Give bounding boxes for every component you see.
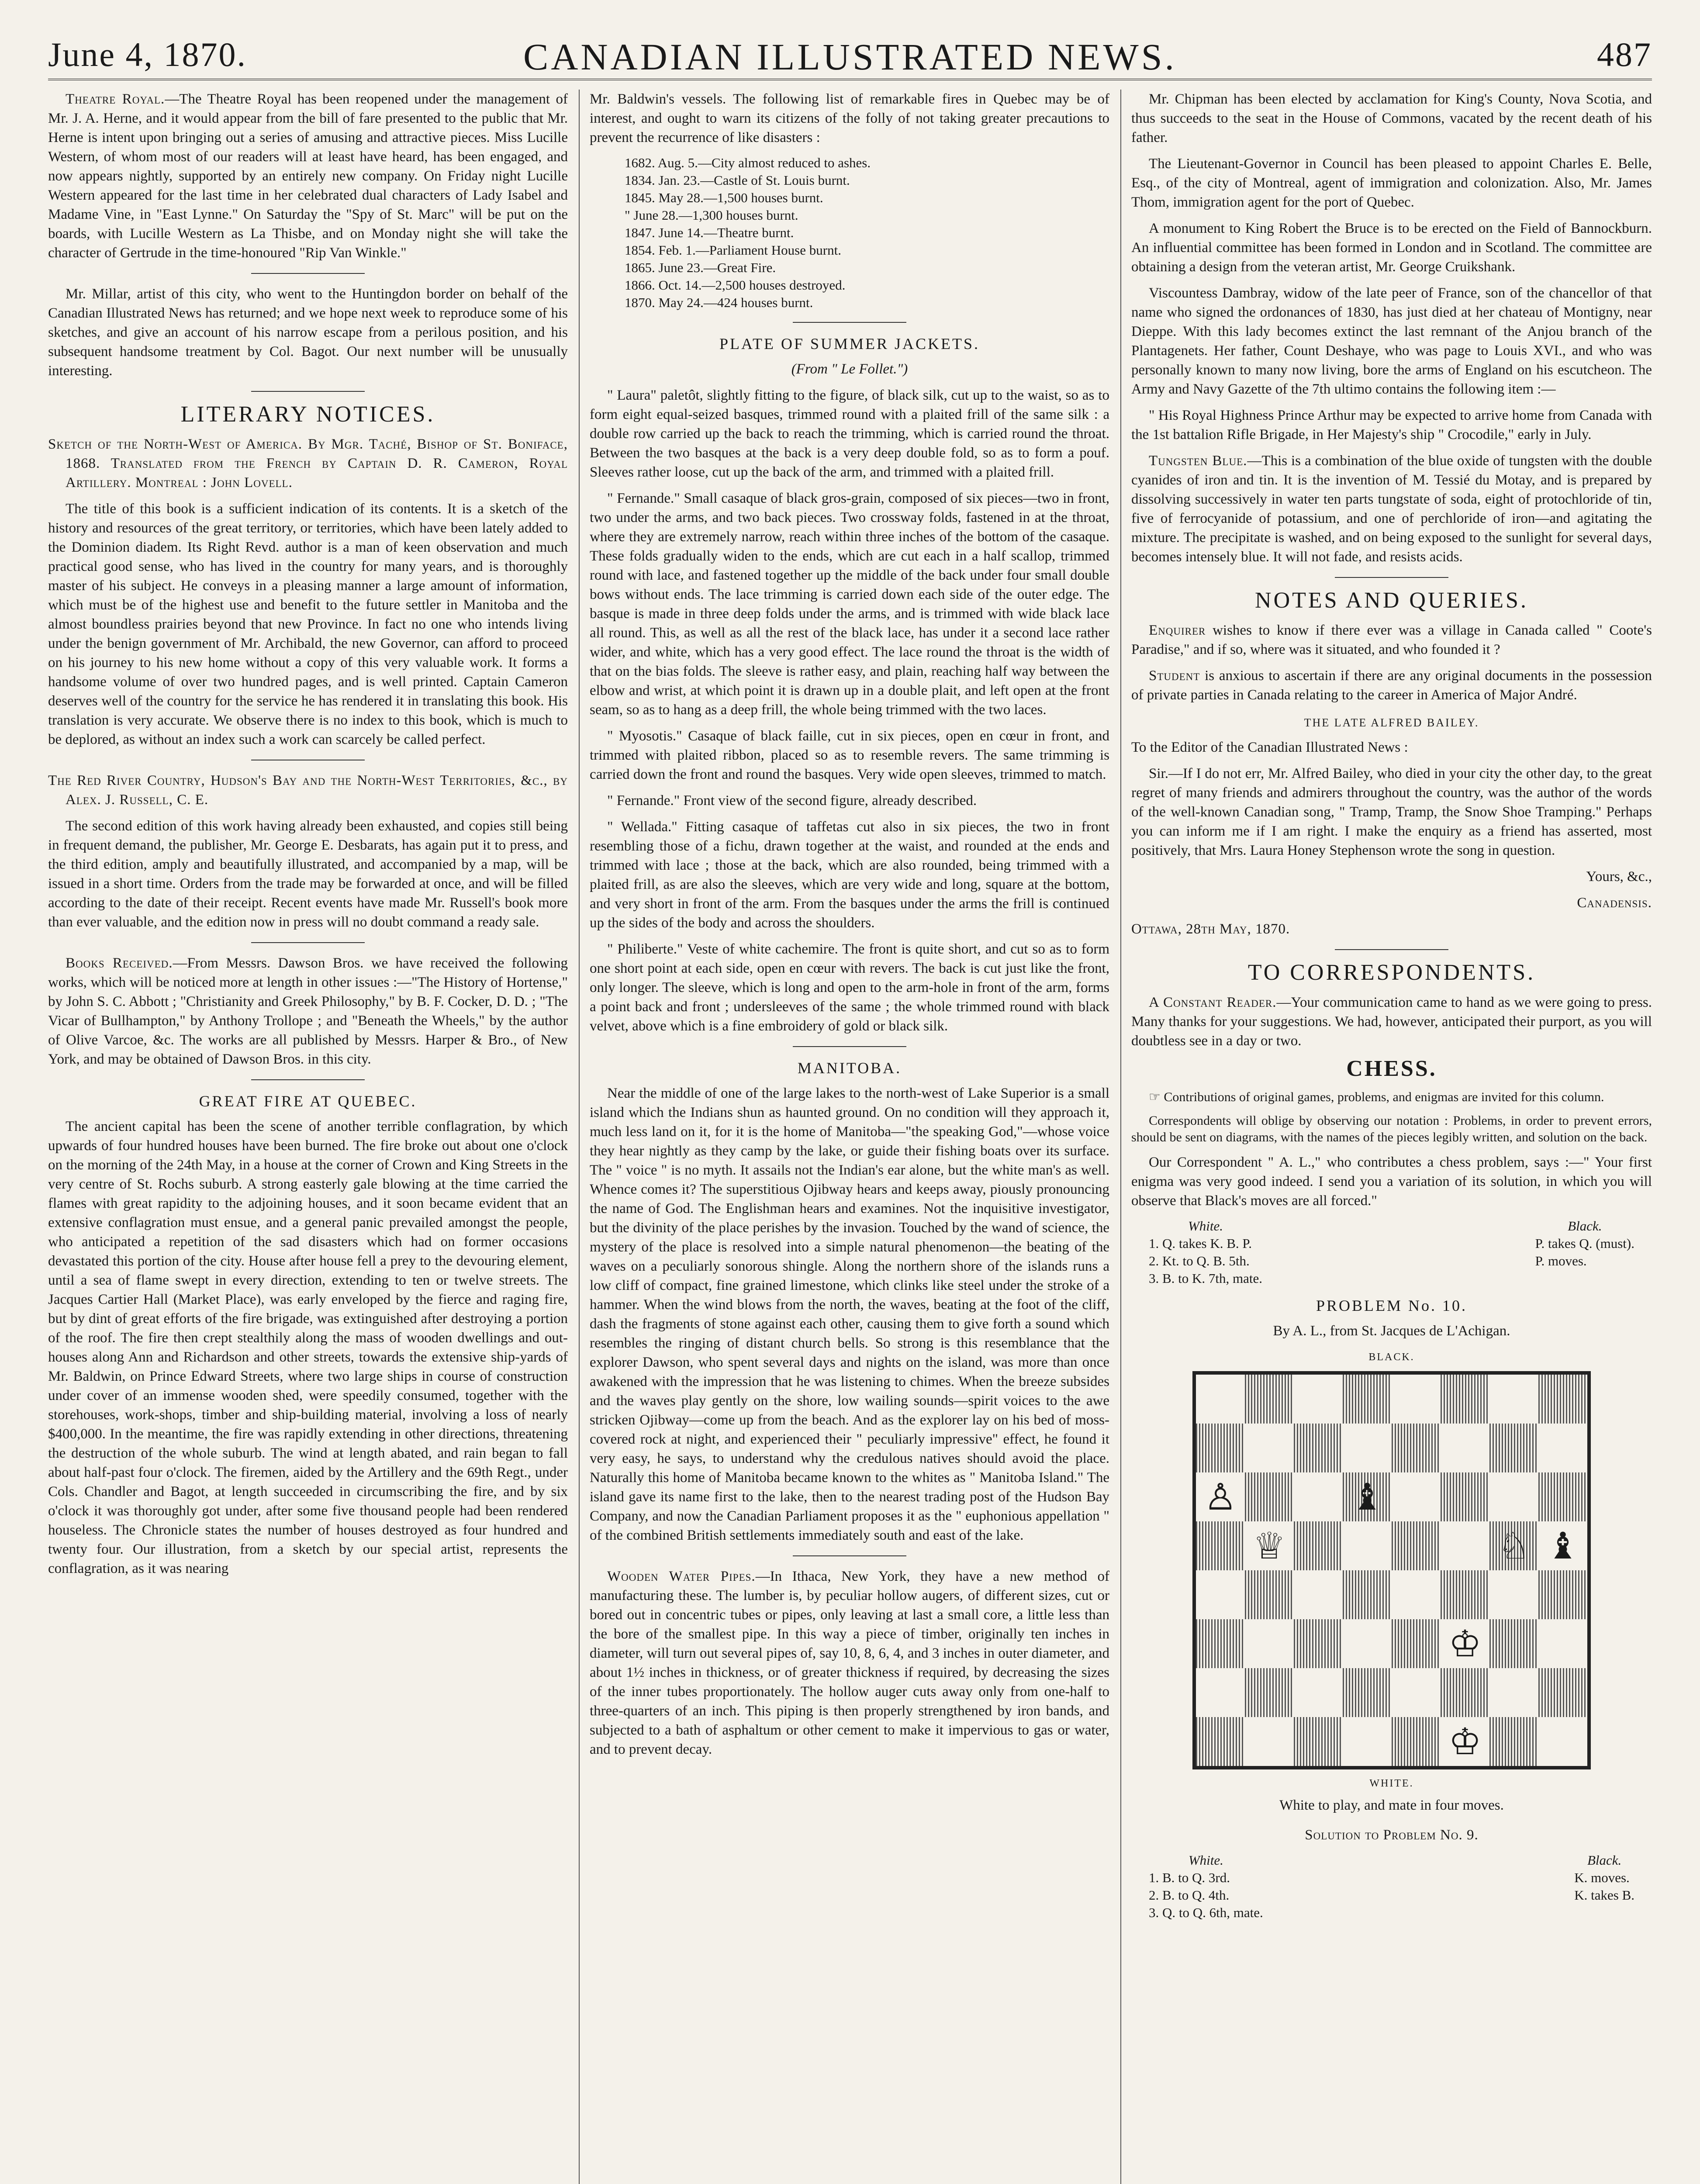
move: 1. B. to Q. 3rd. [1149, 1870, 1230, 1885]
board-square [1245, 1619, 1294, 1668]
theatre-royal-item [48, 90, 568, 263]
bailey-place-date: Ottawa, 28th May, 1870. [1131, 921, 1290, 937]
white-moves-head: White. [1188, 1852, 1223, 1868]
move: P. moves. [1535, 1253, 1587, 1268]
board-square [1343, 1619, 1392, 1668]
divider [793, 1555, 906, 1556]
board-square [1245, 1472, 1294, 1521]
item-lead: Tungsten Blue. [1149, 453, 1247, 469]
board-square [1294, 1619, 1343, 1668]
chess-note: ☞ Contributions of original games, problems, and enigmas are invited for this column. [1149, 1090, 1604, 1104]
board-square [1343, 1424, 1392, 1472]
board-square [1441, 1424, 1489, 1472]
board-square [1392, 1472, 1441, 1521]
chess-piece-square: ♝ [1538, 1521, 1587, 1570]
bailey-signature: Canadensis. [1577, 895, 1652, 911]
board-square [1538, 1424, 1587, 1472]
list-item: 1834. Jan. 23.—Castle of St. Louis burnt. [625, 173, 850, 188]
white-moves [1149, 1217, 1262, 1287]
arthur-item: " His Royal Highness Prince Arthur may be expected to arrive home from Canada with the 1st battalion Rifle Brigade, in Her Majesty's ship " Crocodile," early in July. [1131, 408, 1652, 442]
board-square [1294, 1668, 1343, 1717]
list-item: 1870. May 24.—424 houses burnt. [625, 295, 813, 310]
divider [1335, 577, 1448, 578]
board-square [1294, 1570, 1343, 1619]
column-2 [590, 90, 1109, 2184]
issue-date: June 4, 1870. [48, 35, 247, 73]
problem-caption: White to play, and mate in four moves. [1279, 1797, 1504, 1813]
belle-item: The Lieutenant-Governor in Council has been pleased to appoint Charles E. Belle, Esq., of the city of Montreal, agent of immigration and colonization. Also, Mr. James Thom, immigration agent for the port of Quebec. [1131, 156, 1652, 210]
black-moves-head: Black. [1568, 1218, 1602, 1234]
book-title: The Red River Country, Hudson's Bay and the North-West Territories, &c., by Alex. J. Russell, C. E. [48, 773, 568, 808]
problem-heading: PROBLEM No. 10. [1316, 1297, 1468, 1314]
move: 3. B. to K. 7th, mate. [1149, 1271, 1263, 1286]
divider [793, 322, 906, 323]
jacket-description: " Laura" paletôt, slightly fitting to the figure, of black silk, cut up to the waist, so as to form eight equal-seized basques, trimmed round with a plaited frill of the same silk : a double row carried up the back to reach the trimming, which is carried round the throat. Between the two basques at the back is a very deep double fold, so as to form a pouf. Sleeves rather loose, cut up the back of the arm, and trimmed with a plaited frill. [590, 387, 1109, 480]
divider [251, 942, 365, 943]
board-square [1245, 1717, 1294, 1766]
board-square [1343, 1668, 1392, 1717]
item-text: —Your communication came to hand as we were going to press. Many thanks for your suggestions. We had, however, anticipated their purport, as you will doubtless see in a day or two. [1131, 995, 1652, 1049]
book-review: The title of this book is a sufficient indication of its contents. It is a sketch of the history and resources of the great territory, or territories, which have been lately added to the Dominion diadem. Its Right Revd. author is a man of keen observation and much practical good sense, who has lived in the country for many years, and is thoroughly master of his subject. He conveys in a pleasing manner a large amount of information, which must be of the highest use and benefit to the future settler in Manitoba and the almost boundless prairies beyond that new Province. In fact no one who intends living under the benign government of Mr. Archibald, the new Governor, can afford to proceed on his journey to his new home without a copy of this very valuable work. It forms a handsome volume of over two hundred pages, and is well printed. Captain Cameron deserves well of the country for the service he has rendered it in translating this book. His translation is very accurate. We observe there is no index to this book, which is much to be deplored, as without an index such a work can scarcely be called perfect. [48, 501, 568, 747]
dambray-item: Viscountess Dambray, widow of the late peer of France, son of the chancellor of that name who signed the ordonances of 1830, has just died at her chateau of Montigny, near Dieppe. With this lady becomes extinct the last remnant of the Anjou branch of the Plantagenets. Her father, Count Deshaye, who was page to Louis XVI., and who was personally known to many now living, bore the arms of England on his escutcheon. The Army and Navy Gazette of the 7th ultimo contains the following item :— [1131, 285, 1652, 397]
item-lead: A Constant Reader. [1149, 995, 1277, 1010]
board-square [1343, 1521, 1392, 1570]
board-square [1441, 1521, 1489, 1570]
great-fire-text: The ancient capital has been the scene of another terrible conflagration, by which upwards of four hundred houses have been burned. The fire broke out about one o'clock on the morning of the 24th May, in a house at the corner of Crown and King Streets in the very centre of St. Rochs suburb. A strong easterly gale blowing at the time carried the flames with great rapidity to the adjoining houses, and it soon became evident that an extensive conflagration must ensue, and a general panic prevailed amongst the people, who anticipated a repetition of the sad disasters which had on former occasions devastated this portion of the city. House after house fell a prey to the devouring element, until a sea of flame swept in every direction, extending to ten or twelve streets. The Jacques Cartier Hall (Market Place), was early enveloped by the fierce and raging fire, but by dint of great efforts of the fire brigade, was extinguished after destroying a portion of the roof. The fire then crept stealthily along the mass of wooden dwellings and out-houses along Ann and Richardson and other streets, towards the extensive ship-yards of Mr. Baldwin, on Prince Edward Streets, where two large ships in course of construction under cover of an immense wooden shed, were speedily consumed, together with the storehouses, work-shops, timber and ship-building material, involving a loss of nearly $400,000. In the meantime, the fire was rapidly extending in other directions, threatening the destruction of the whole suburb. The wind at length abated, and rain began to fall about half-past four o'clock. The firemen, aided by the Artillery and the 69th Regt., under Cols. Chandler and Bagot, at length succeeded in circumscribing the fire, and by six o'clock it was thoroughly got under, after some five thousand people had been rendered houseless. The Chronicle states the number of houses destroyed as four hundred and twenty four. Our illustration, from a sketch by our special artist, represents the conflagration, as it was nearing [48, 1119, 568, 1576]
chess-piece-square: ♕ [1245, 1521, 1294, 1570]
board-square [1392, 1375, 1441, 1424]
divider [251, 273, 365, 274]
chess-piece-square: ♙ [1196, 1472, 1245, 1521]
list-item: 1845. May 28.—1,500 houses burnt. [625, 190, 823, 205]
books-received-item [48, 954, 568, 1069]
board-square [1538, 1472, 1587, 1521]
great-fire-heading: GREAT FIRE AT QUEBEC. [199, 1092, 417, 1110]
board-square [1392, 1521, 1441, 1570]
fires-list [625, 154, 1109, 311]
board-square [1489, 1375, 1538, 1424]
jacket-description: " Wellada." Fitting casaque of taffetas cut also in six pieces, the two in front resembling those of a fichu, drawn together at the waist, and rounded at the ends and trimmed with lace ; those at the back, which are also rounded, being trimmed with a plaited frill, as are also the sleeves, which are very wide and long, square at the bottom, and very short in front of the arm. From the basques under the arms the frill is continued up the sides of the body and across the shoulders. [590, 819, 1109, 931]
chess-piece-square: ♔ [1441, 1619, 1489, 1668]
board-square [1489, 1668, 1538, 1717]
chess-heading: CHESS. [1346, 1056, 1437, 1081]
item-text: —This is a combination of the blue oxide of tungsten with the double cyanides of iron and tin. It is the invention of M. Tessié du Motay, and is prepared by dissolving successively in water ten parts tungstate of soda, eight of protochloride of tin, five of ferrocyanide of potassium, and one of perchloride of iron—and agitating the mixture. The precipitate is washed, and on being exposed to the sunlight for several days, becomes intensely blue. It will not fade, and resists acids. [1131, 453, 1652, 565]
divider [793, 1046, 906, 1047]
bailey-address: To the Editor of the Canadian Illustrated News : [1131, 740, 1408, 755]
board-square [1196, 1570, 1245, 1619]
summer-jackets-heading: PLATE OF SUMMER JACKETS. [719, 335, 980, 352]
jacket-description: " Myosotis." Casaque of black faille, cut in six pieces, open en cœur in front, and trimmed with plaited ribbon, placed so as to resemble revers. The same trimming is carried down the front and round the basques. Very wide open sleeves, trimmed to match. [590, 728, 1109, 782]
board-square [1392, 1619, 1441, 1668]
wooden-pipes-item [590, 1567, 1109, 1759]
correspondent-item [1131, 993, 1652, 1051]
great-fire-continued: Mr. Baldwin's vessels. The following list of remarkable fires in Quebec may be of interest, and ought to warn its citizens of the folly of not taking greater precautions to prevent the recurrence of like disasters : [590, 91, 1109, 145]
chess-piece-square: ♘ [1489, 1521, 1538, 1570]
item-lead: Wooden Water Pipes. [607, 1569, 756, 1584]
list-item: 1866. Oct. 14.—2,500 houses destroyed. [625, 277, 846, 293]
manitoba-heading: MANITOBA. [797, 1059, 902, 1077]
board-square [1538, 1668, 1587, 1717]
move: 1. Q. takes K. B. P. [1149, 1236, 1252, 1251]
list-item: 1865. June 23.—Great Fire. [625, 260, 776, 275]
list-item: 1847. June 14.—Theatre burnt. [625, 225, 794, 240]
board-square [1196, 1521, 1245, 1570]
bailey-yours: Yours, &c., [1586, 869, 1652, 885]
millar-item: Mr. Millar, artist of this city, who went to the Huntingdon border on behalf of the Canadian Illustrated News has returned; and we hope next week to reproduce some of his sketches, and give an account of his narrow escape from a perilous position, and his subsequent handsome treatment by Col. Bagot. Our next number will be unusually interesting. [48, 286, 568, 379]
black-moves [1574, 1852, 1634, 1921]
board-square [1196, 1717, 1245, 1766]
newspaper-title: CANADIAN ILLUSTRATED NEWS. [523, 36, 1177, 78]
solution-heading: Solution to Problem No. 9. [1305, 1827, 1479, 1843]
bruce-item: A monument to King Robert the Bruce is to be erected on the Field of Bannockburn. An influential committee has been formed in London and in Scotland. The committee are obtaining a design from the veteran artist, Mr. George Cruikshank. [1131, 221, 1652, 275]
divider [251, 391, 365, 392]
board-square [1245, 1570, 1294, 1619]
item-lead: Student [1149, 668, 1200, 684]
move: 2. Kt. to Q. B. 5th. [1149, 1253, 1250, 1268]
board-square [1392, 1668, 1441, 1717]
board-square [1441, 1472, 1489, 1521]
divider [251, 1079, 365, 1080]
chess-note: Correspondents will oblige by observing our notation : Problems, in order to prevent errors, should be sent on diagrams, with the names of the pieces legibly written, and solution on the back. [1131, 1113, 1652, 1144]
board-square [1489, 1472, 1538, 1521]
bailey-heading: THE LATE ALFRED BAILEY. [1304, 716, 1479, 729]
item-lead: Books Received. [66, 955, 173, 971]
item-text: —The Theatre Royal has been reopened under the management of Mr. J. A. Herne, and it would appear from the bill of fare presented to the public that Mr. Herne is intent upon bringing out a series of amusing and attractive pieces. Miss Lucille Western, of whom most of our readers will at least have heard, has been engaged, and now appears nightly, supported by an entirely new company. On Friday night Lucille Western appeared for the last time in her celebrated dual characters of Lady Isabel and Madame Vine, in "East Lynne." On Saturday the "Spy of St. Marc" will be put on the boards, with Lucille Western as La Thisbe, and on Monday night she will take the character of Gertrude in the time-honoured "Rip Van Winkle." [48, 91, 568, 261]
column-rule [1120, 90, 1121, 2184]
board-square [1392, 1570, 1441, 1619]
board-square [1538, 1375, 1587, 1424]
summer-jackets-source: (From " Le Follet.") [791, 361, 908, 377]
board-square [1392, 1717, 1441, 1766]
solution-moves [1149, 1852, 1634, 1921]
move: K. moves. [1574, 1870, 1630, 1885]
item-lead: Enquirer [1149, 622, 1206, 638]
jacket-description: " Fernande." Small casaque of black gros-grain, composed of six pieces—two in front, two under the arms, and two back pieces. Two crossway folds, fastened in at the throat, where they are extremely narrow, reach within three inches of the bottom of the casaque. These folds gradually widen to the ends, which are cut each in a half scallop, trimmed round with lace, and fastened together up the middle of the back under four small double bows without ends. The lace trimming is carried down each side of the outer edge. The basque is made in three deep folds under the arms, and is trimmed with wide black lace all round. This, as well as all the rest of the black lace, has under it a second lace rather wider, and white, which has a very good effect. The lace round the throat is the width of that on the bias folds. The sleeve is rather easy, and plain, reaching half way between the elbow and wrist, at which point it is drawn up in a double plait, and left open at the front seam, so as to hang as a deep frill, the whole being trimmed with the two laces. [590, 491, 1109, 718]
board-square [1489, 1717, 1538, 1766]
board-square [1489, 1619, 1538, 1668]
chess-board [1192, 1371, 1591, 1769]
book-review: The second edition of this work having already been exhausted, and copies still being in frequent demand, the publisher, Mr. George E. Desbarats, has again put it to press, and the third edition, amply and beautifully illustrated, and accompanied by a map, will be issued in a short time. Orders from the trade may be forwarded at once, and will be filled according to the date of their receipt. Recent events have made Mr. Russell's book more than ever valuable, and the edition now in press will no doubt command a ready sale. [48, 818, 568, 930]
list-item: " June 28.—1,300 houses burnt. [625, 207, 798, 223]
board-square [1294, 1375, 1343, 1424]
board-square [1245, 1668, 1294, 1717]
board-square [1441, 1668, 1489, 1717]
book-title: Sketch of the North-West of America. By Mgr. Taché, Bishop of St. Boniface, 1868. Translated from the French by Captain D. R. Cameron, Royal Artillery. Montreal : John Lovell. [48, 436, 568, 491]
student-item [1131, 666, 1652, 705]
board-black-label: BLACK. [1368, 1351, 1415, 1363]
chipman-item: Mr. Chipman has been elected by acclamation for King's County, Nova Scotia, and thus succeeds to the seat in the House of Commons, vacated by the recent death of his father. [1131, 91, 1652, 145]
chess-moves [1149, 1217, 1634, 1287]
bailey-letter: Sir.—If I do not err, Mr. Alfred Bailey, who died in your city the other day, to the great regret of many friends and admirers throughout the country, was the author of the words of the well-known Canadian song, " Tramp, Tramp, the Snow Shoe Tramping." Perhaps you can inform me if I am right. I make the enquiry as a friend has asserted, most positively, that Mrs. Laura Honey Stephenson wrote the song in question. [1131, 766, 1652, 858]
item-text: —In Ithaca, New York, they have a new method of manufacturing these. The lumber is, by peculiar hollow augers, of different sizes, cut or bored out in concentric tubes or pipes, only leaving at last a small core, a little less than the bore of the smallest pipe. In this way a piece of timber, originally ten inches in diameter, will turn out several pipes of, say 10, 8, 6, 4, and 3 inches in outer diameter, and about 1½ inches in thickness, or of greater thickness if required, by decreasing the sizes of the inner tubes proportionately. The hollow auger cuts away only from one-half to three-quarters of an inch. This piping is then properly strengthened by iron bands, and subjected to a bath of asphaltum or other cement to make it impervious to gas or water, and to prevent decay. [590, 1569, 1109, 1757]
column-rule [579, 90, 580, 2184]
board-square [1441, 1375, 1489, 1424]
board-square [1294, 1717, 1343, 1766]
board-square [1196, 1668, 1245, 1717]
item-text: is anxious to ascertain if there are any original documents in the possession of private parties in Canada relating to the career in America of Major André. [1131, 668, 1652, 703]
white-moves [1149, 1852, 1263, 1921]
board-square [1538, 1717, 1587, 1766]
black-moves-head: Black. [1587, 1852, 1622, 1868]
board-square [1196, 1375, 1245, 1424]
list-item: 1854. Feb. 1.—Parliament House burnt. [625, 242, 841, 258]
chess-piece-square: ♝ [1343, 1472, 1392, 1521]
board-white-label: WHITE. [1369, 1778, 1414, 1789]
item-text: —From Messrs. Dawson Bros. we have received the following works, which will be noticed more at length in other issues :—"The History of Hortense," by John S. C. Abbott ; "Christianity and Greek Philosophy," by B. F. Cocker, D. D. ; "The Vicar of Bullhampton," by Anthony Trollope ; and "Beneath the Wheels," by the author of Olive Varcoe, &c. The works are all published by Messrs. Harper & Bro., of New York, and may be obtained of Dawson Bros. in this city. [48, 955, 568, 1067]
board-square [1196, 1619, 1245, 1668]
board-square [1489, 1424, 1538, 1472]
board-square [1489, 1570, 1538, 1619]
black-moves [1535, 1217, 1634, 1287]
board-square [1343, 1717, 1392, 1766]
board-square [1294, 1521, 1343, 1570]
chess-diagram [1131, 1371, 1652, 1769]
move: K. takes B. [1574, 1887, 1634, 1903]
divider [1335, 949, 1448, 950]
board-square [1245, 1375, 1294, 1424]
board-square [1294, 1472, 1343, 1521]
board-square [1245, 1424, 1294, 1472]
chess-piece-square: ♔ [1441, 1717, 1489, 1766]
board-square [1392, 1424, 1441, 1472]
column-3 [1131, 90, 1652, 2184]
correspondents-heading: TO CORRESPONDENTS. [1247, 960, 1536, 985]
move: P. takes Q. (must). [1535, 1236, 1634, 1251]
notes-queries-heading: NOTES AND QUERIES. [1255, 588, 1528, 613]
manitoba-text: Near the middle of one of the large lakes to the north-west of Lake Superior is a small island which the Indians shun as haunted ground. On no condition will they approach it, much less land on it, for it is the home of Manitoba—"the speaking God,"—whose voice they hear nightly as they camp by the lake, or guide their fishing boats over its surface. The " voice " is no myth. It assails not the Indian's ear alone, but the white man's as well. Whence comes it? The superstitious Ojibway hears and keeps away, piously pronouncing the name of God. The Englishman hears and examines. Not the inquisitive investigator, but the divinity of the place perishes by the invasion. Touched by the wand of science, the mystery of the place is resolved into a simple natural phenomenon—the beating of the waves on a peculiarly sonorous shingle. Along the northern shore of the islands runs a low cliff of compact, fine grained limestone, which clinks like steel under the stroke of a hammer. When the wind blows from the north, the waves, beating at the foot of the cliff, dash the fragments of stone against each other, causing them to give forth a sound which resembles the ringing of distant church bells. So strong is this resemblance that the explorer Dawson, who spent several days and nights on the island, was more than once awakened with the impression that he was listening to chimes. When the breeze subsides and the waves play gently on the shore, low wailing sounds—spirit voices to the awe stricken Ojibway—come up from the beach. And as the explorer lay on his bed of moss-covered rock at night, and experienced their " peculiarly impressive" effect, he found it very easy, he says, to understand why the credulous natives should avoid the place. Naturally this home of Manitoba became known to the whites as " Manitoba Island." The island gave its name first to the lake, then to the nearest trading post of the Hudson Bay Company, and now the Canadian Parliament proposes it as the " euphonious appellation " of the combined British settlements immediately south and east of the lake. [590, 1085, 1109, 1543]
column-1 [48, 90, 568, 2184]
item-text: wishes to know if there ever was a village in Canada called " Coote's Paradise," and if so, where was it situated, and who founded it ? [1131, 622, 1652, 657]
board-square [1538, 1570, 1587, 1619]
board-square [1294, 1424, 1343, 1472]
board-square [1196, 1424, 1245, 1472]
list-item: 1682. Aug. 5.—City almost reduced to ashes. [625, 155, 871, 170]
board-square [1441, 1570, 1489, 1619]
board-square [1538, 1619, 1587, 1668]
page-number: 487 [1597, 35, 1652, 73]
move: 2. B. to Q. 4th. [1149, 1887, 1230, 1903]
jacket-description: " Fernande." Front view of the second figure, already described. [607, 793, 977, 809]
board-square [1343, 1570, 1392, 1619]
move: 3. Q. to Q. 6th, mate. [1149, 1905, 1263, 1920]
jacket-description: " Philiberte." Veste of white cachemire. The front is quite short, and cut so as to form one short point at each side, open en cœur with revers. The back is cut just like the front, only longer. The sleeve, which is long and open to the arm-hole in front of the arm, forms a point back and front ; undersleeves of the same ; the whole trimmed round with black velvet, above which is a fine embroidery of gold or black silk. [590, 941, 1109, 1034]
tungsten-item [1131, 451, 1652, 567]
item-lead: Theatre Royal. [66, 91, 165, 107]
chess-intro: Our Correspondent " A. L.," who contributes a chess problem, says :—" Your first enigma was very good indeed. I send you a variation of its solution, in which you will observe that Black's moves are all forced." [1131, 1154, 1652, 1209]
enquirer-item [1131, 621, 1652, 659]
literary-notices-heading: LITERARY NOTICES. [180, 402, 435, 427]
white-moves-head: White. [1188, 1218, 1223, 1234]
problem-author: By A. L., from St. Jacques de L'Achigan. [1273, 1323, 1510, 1339]
masthead [48, 31, 1652, 80]
board-square [1343, 1375, 1392, 1424]
